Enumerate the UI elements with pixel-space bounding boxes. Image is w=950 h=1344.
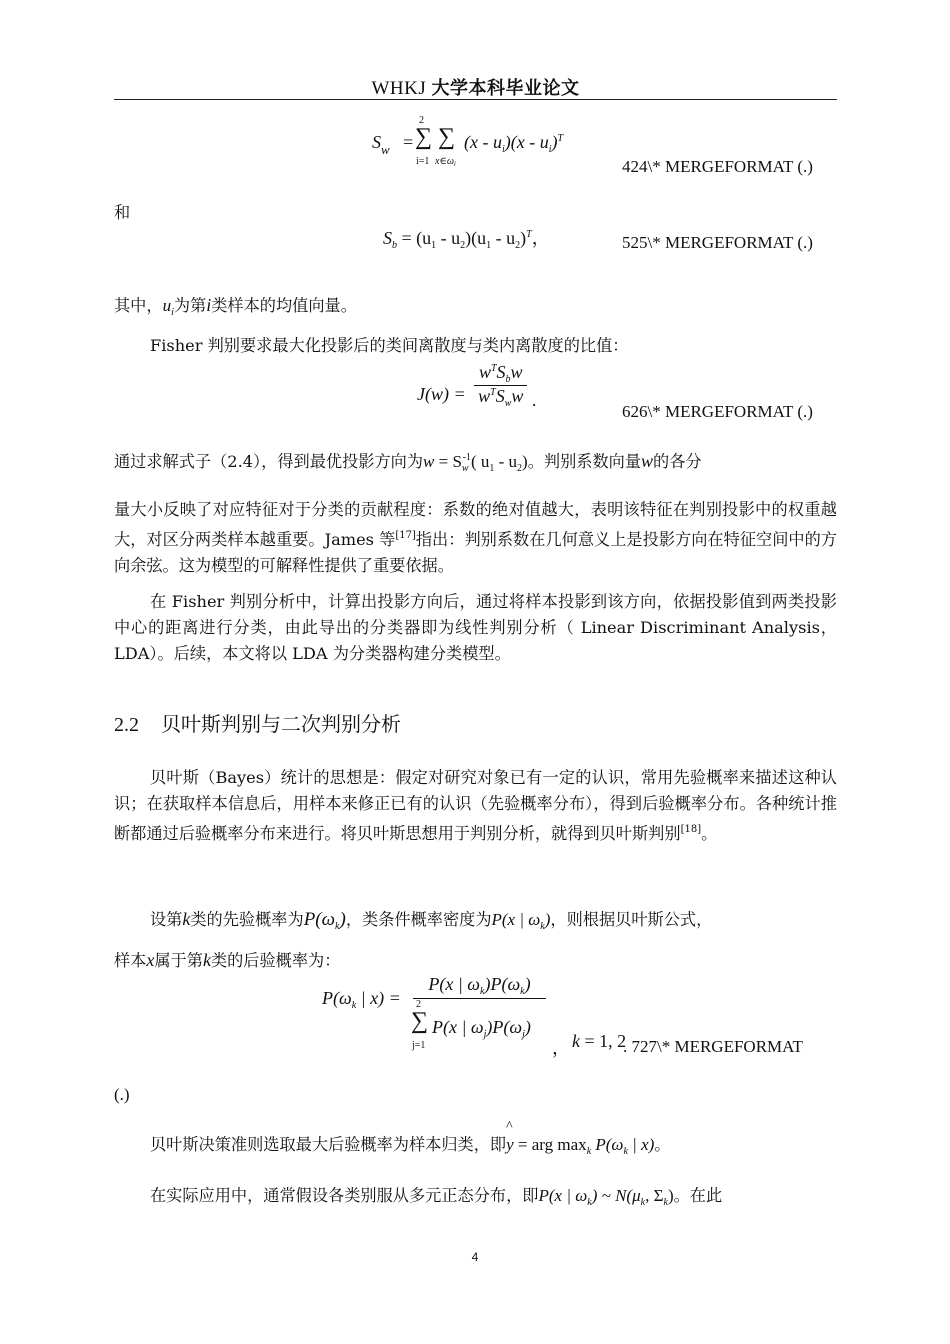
paragraph-coefficient: 量大小反映了对应特征对于分类的贡献程度：系数的绝对值越大，表明该特征在判别投影中的权重越大，对区分两类样本越重要。James 等[17]指出：判别系数在几何意义上是投影方向在特征空间中的方向余弦。这为模型的可解释性提供了重要依据。 bbox=[114, 500, 837, 575]
paragraph-normal: 在实际应用中，通常假设各类别服从多元正态分布，即P(x | $\omega_k$) ~ $N(\mu_k$, $\Sigma_k$)。在此 bbox=[150, 1186, 723, 1208]
equation-number-424: 424\* MERGEFORMAT (.) bbox=[622, 157, 813, 176]
equation-number-727-cont: (.) bbox=[114, 1085, 130, 1104]
paragraph-prior-line2: 样本x属于第k类的后验概率为： bbox=[114, 950, 341, 970]
section-title: 贝叶斯判别与二次判别分析 bbox=[161, 712, 401, 736]
equation-number-525: 525\* MERGEFORMAT (.) bbox=[622, 233, 813, 252]
paragraph-lda: 在 Fisher 判别分析中，计算出投影方向后，通过将样本投影到该方向，依据投影值到两类投影中心的距离进行分类，由此导出的分类器即为线性判别分析（ Linear Discriminant Analysis，LDA）。后续，本文将以 LDA 为分类器构建分类模型。 bbox=[114, 592, 837, 663]
paragraph-ui: 其中，$u_i$为第i类样本的均值向量。 bbox=[114, 295, 357, 318]
citation-18: [18] bbox=[680, 824, 702, 835]
equation-number-727: . 727\* MERGEFORMAT bbox=[623, 1037, 803, 1056]
equation-number-626: 626\* MERGEFORMAT (.) bbox=[622, 402, 813, 421]
citation-17: [17] bbox=[395, 530, 416, 541]
equation-posterior: $P(\omega_k$ | x) = P(x | $\omega_k)P(\omega_k)$ 2 ∑ j=1 P(x | $\omega_j)P(\omega_j)$ ， k = 1, 2 bbox=[322, 974, 627, 1058]
connector-text: 和 bbox=[114, 203, 131, 222]
section-heading bbox=[114, 708, 401, 737]
paragraph-fisher: Fisher 判别要求最大化投影后的类间离散度与类内离散度的比值： bbox=[150, 336, 629, 355]
running-header bbox=[114, 74, 837, 100]
header-latin: WHKJ bbox=[371, 78, 427, 99]
equation-sb: $S_b = (u_1 - u_2)(u_1 - u_2)^T$， bbox=[383, 228, 550, 251]
paragraph-decision: 贝叶斯决策准则选取最大后验概率为样本归类，即y ^ = arg $\max_k P(\omega_k$ | x)。 bbox=[150, 1119, 671, 1157]
paragraph-solve: 通过求解式子（2.4），得到最优投影方向为$w = S_w^{-1}$( $u_1 - u_2$)。判别系数向量w的各分 bbox=[114, 451, 702, 474]
paragraph-prior-line1: 设第k类的先验概率为$P(\omega_k)$，类条件概率密度为P(x | $\omega_k$)，则根据贝叶斯公式， bbox=[150, 909, 713, 932]
header-chinese: 大学本科毕业论文 bbox=[431, 78, 580, 99]
paragraph-bayes: 贝叶斯（Bayes）统计的思想是：假定对研究对象已有一定的认识，常用先验概率来描述这种认识；在获取样本信息后，用样本来修正已有的认识（先验概率分布），得到后验概率分布。各种统计推断都通过后验概率分布来进行。将贝叶斯思想用于判别分析，就得到贝叶斯判别[18]。 bbox=[114, 768, 837, 843]
header-rule bbox=[114, 99, 837, 100]
section-number: 2.2 bbox=[114, 714, 139, 736]
equation-fisher-criterion: J(w) = $\frac{w^TS_bw}{w^TS_ww}$ . bbox=[417, 362, 537, 410]
equation-sw: $S_w$ = 2 ∑ i=1 ∑ $x\in\omega_i$ $(x - u_i)(x - u_i)^T$ bbox=[372, 115, 564, 168]
page-number: 4 bbox=[471, 1250, 479, 1264]
